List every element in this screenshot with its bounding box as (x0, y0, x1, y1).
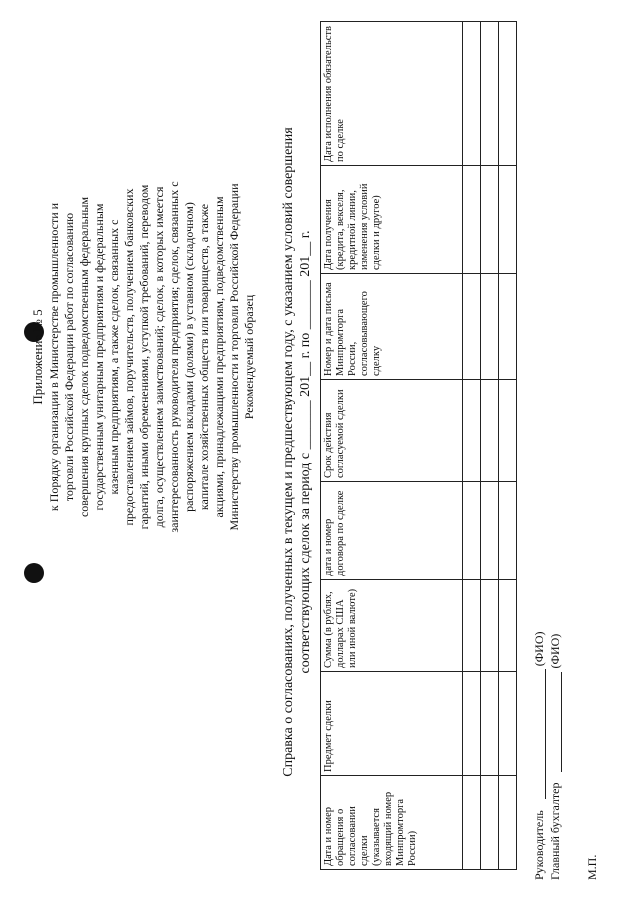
approvals-table (320, 21, 517, 870)
table-cell (463, 580, 481, 672)
table-cell (463, 380, 481, 482)
head-signature (532, 631, 546, 880)
table-cell (463, 166, 481, 274)
appendix-line: предоставлением займов, поручительств, получением банковских (122, 188, 136, 526)
appendix-line: гарантий, иными обременениями, уступкой требований, переводом (137, 184, 151, 530)
appendix-line: торговли Российской Федерации работ по согласованию (62, 212, 76, 502)
table-cell (481, 22, 499, 166)
stamp-place: М.П. (585, 854, 599, 880)
table-cell (463, 776, 481, 870)
appendix-line: государственным унитарным предприятиям и федеральным (92, 203, 106, 511)
table-row (463, 22, 481, 870)
table-header-row (321, 22, 463, 870)
appendix-line: акциями, принадлежащими предприятиям, подведомственным (212, 196, 226, 518)
appendix-line: распоряжением вкладами (долями) в уставном (складочном) (182, 202, 196, 512)
table-cell (481, 166, 499, 274)
appendix-header (30, 47, 257, 667)
table-cell (499, 672, 517, 776)
table-cell (463, 482, 481, 580)
table-cell (499, 22, 517, 166)
table-cell (499, 580, 517, 672)
column-header: дата и номер договора по сделке (321, 482, 463, 580)
appendix-line: совершения крупных сделок подведомственным федеральным (77, 196, 91, 518)
head-fio: (ФИО) (532, 631, 546, 667)
table-cell (481, 274, 499, 380)
column-header: Срок действия согласуемой сделки (321, 380, 463, 482)
head-label: Руководитель (532, 810, 546, 880)
table-cell (499, 776, 517, 870)
report-title-line: Справка о согласованиях, полученных в текущем и предшествующем году, с указанием условий совершения (281, 127, 296, 777)
accountant-fio: (ФИО) (548, 633, 562, 669)
column-header: Дата исполнения обязательств по сделке (321, 22, 463, 166)
column-header: Номер и дата письма Минпромторга России, согласовывающего сделку (321, 274, 463, 380)
accountant-signature (548, 634, 562, 880)
appendix-title: Приложение № 5 (30, 309, 45, 405)
column-header: Сумма (в рублях, долларах США или иной валюте) (321, 580, 463, 672)
table-cell (481, 380, 499, 482)
appendix-line: заинтересованность руководителя предприятия; сделок, связанных с (167, 181, 181, 533)
rotated-document (20, 22, 620, 882)
table-cell (481, 580, 499, 672)
column-header: Предмет сделки (321, 672, 463, 776)
report-title (280, 22, 314, 882)
signature-line (545, 669, 546, 799)
column-header: Дата получения (кредита, векселя, кредитной линии, изменения условий сделки и другое) (321, 166, 463, 274)
table-cell (463, 672, 481, 776)
appendix-line: капитале хозяйственных обществ или товариществ, а также (197, 203, 211, 511)
signature-line (561, 672, 562, 772)
appendix-line: к Порядку организации в Министерстве промышленности и (47, 202, 61, 512)
table-cell (499, 380, 517, 482)
appendix-line: Министерству промышленности и торговли Российской Федерации (227, 183, 241, 531)
table-cell (481, 776, 499, 870)
table-cell (481, 482, 499, 580)
recommended-sample-note: Рекомендуемый образец (242, 294, 256, 420)
table-cell (481, 672, 499, 776)
table-row (481, 22, 499, 870)
appendix-line: казенным предприятиям, а также сделок, связанных с (107, 219, 121, 495)
appendix-line: долга, осуществлением заимствований; сделок, в которых имеется (152, 186, 166, 528)
column-header: Дата и номер обращения о согласовании сделки (указывается входящий номер Минпромторга России) (321, 776, 463, 870)
table-cell (463, 274, 481, 380)
table-cell (499, 482, 517, 580)
accountant-label: Главный бухгалтер (548, 782, 562, 880)
table-cell (499, 166, 517, 274)
table-cell (499, 274, 517, 380)
table-row (499, 22, 517, 870)
report-period-line: соответствующих сделок за период с _______ 201__ г. по _______ 201__ г. (298, 230, 313, 674)
table-cell (463, 22, 481, 166)
